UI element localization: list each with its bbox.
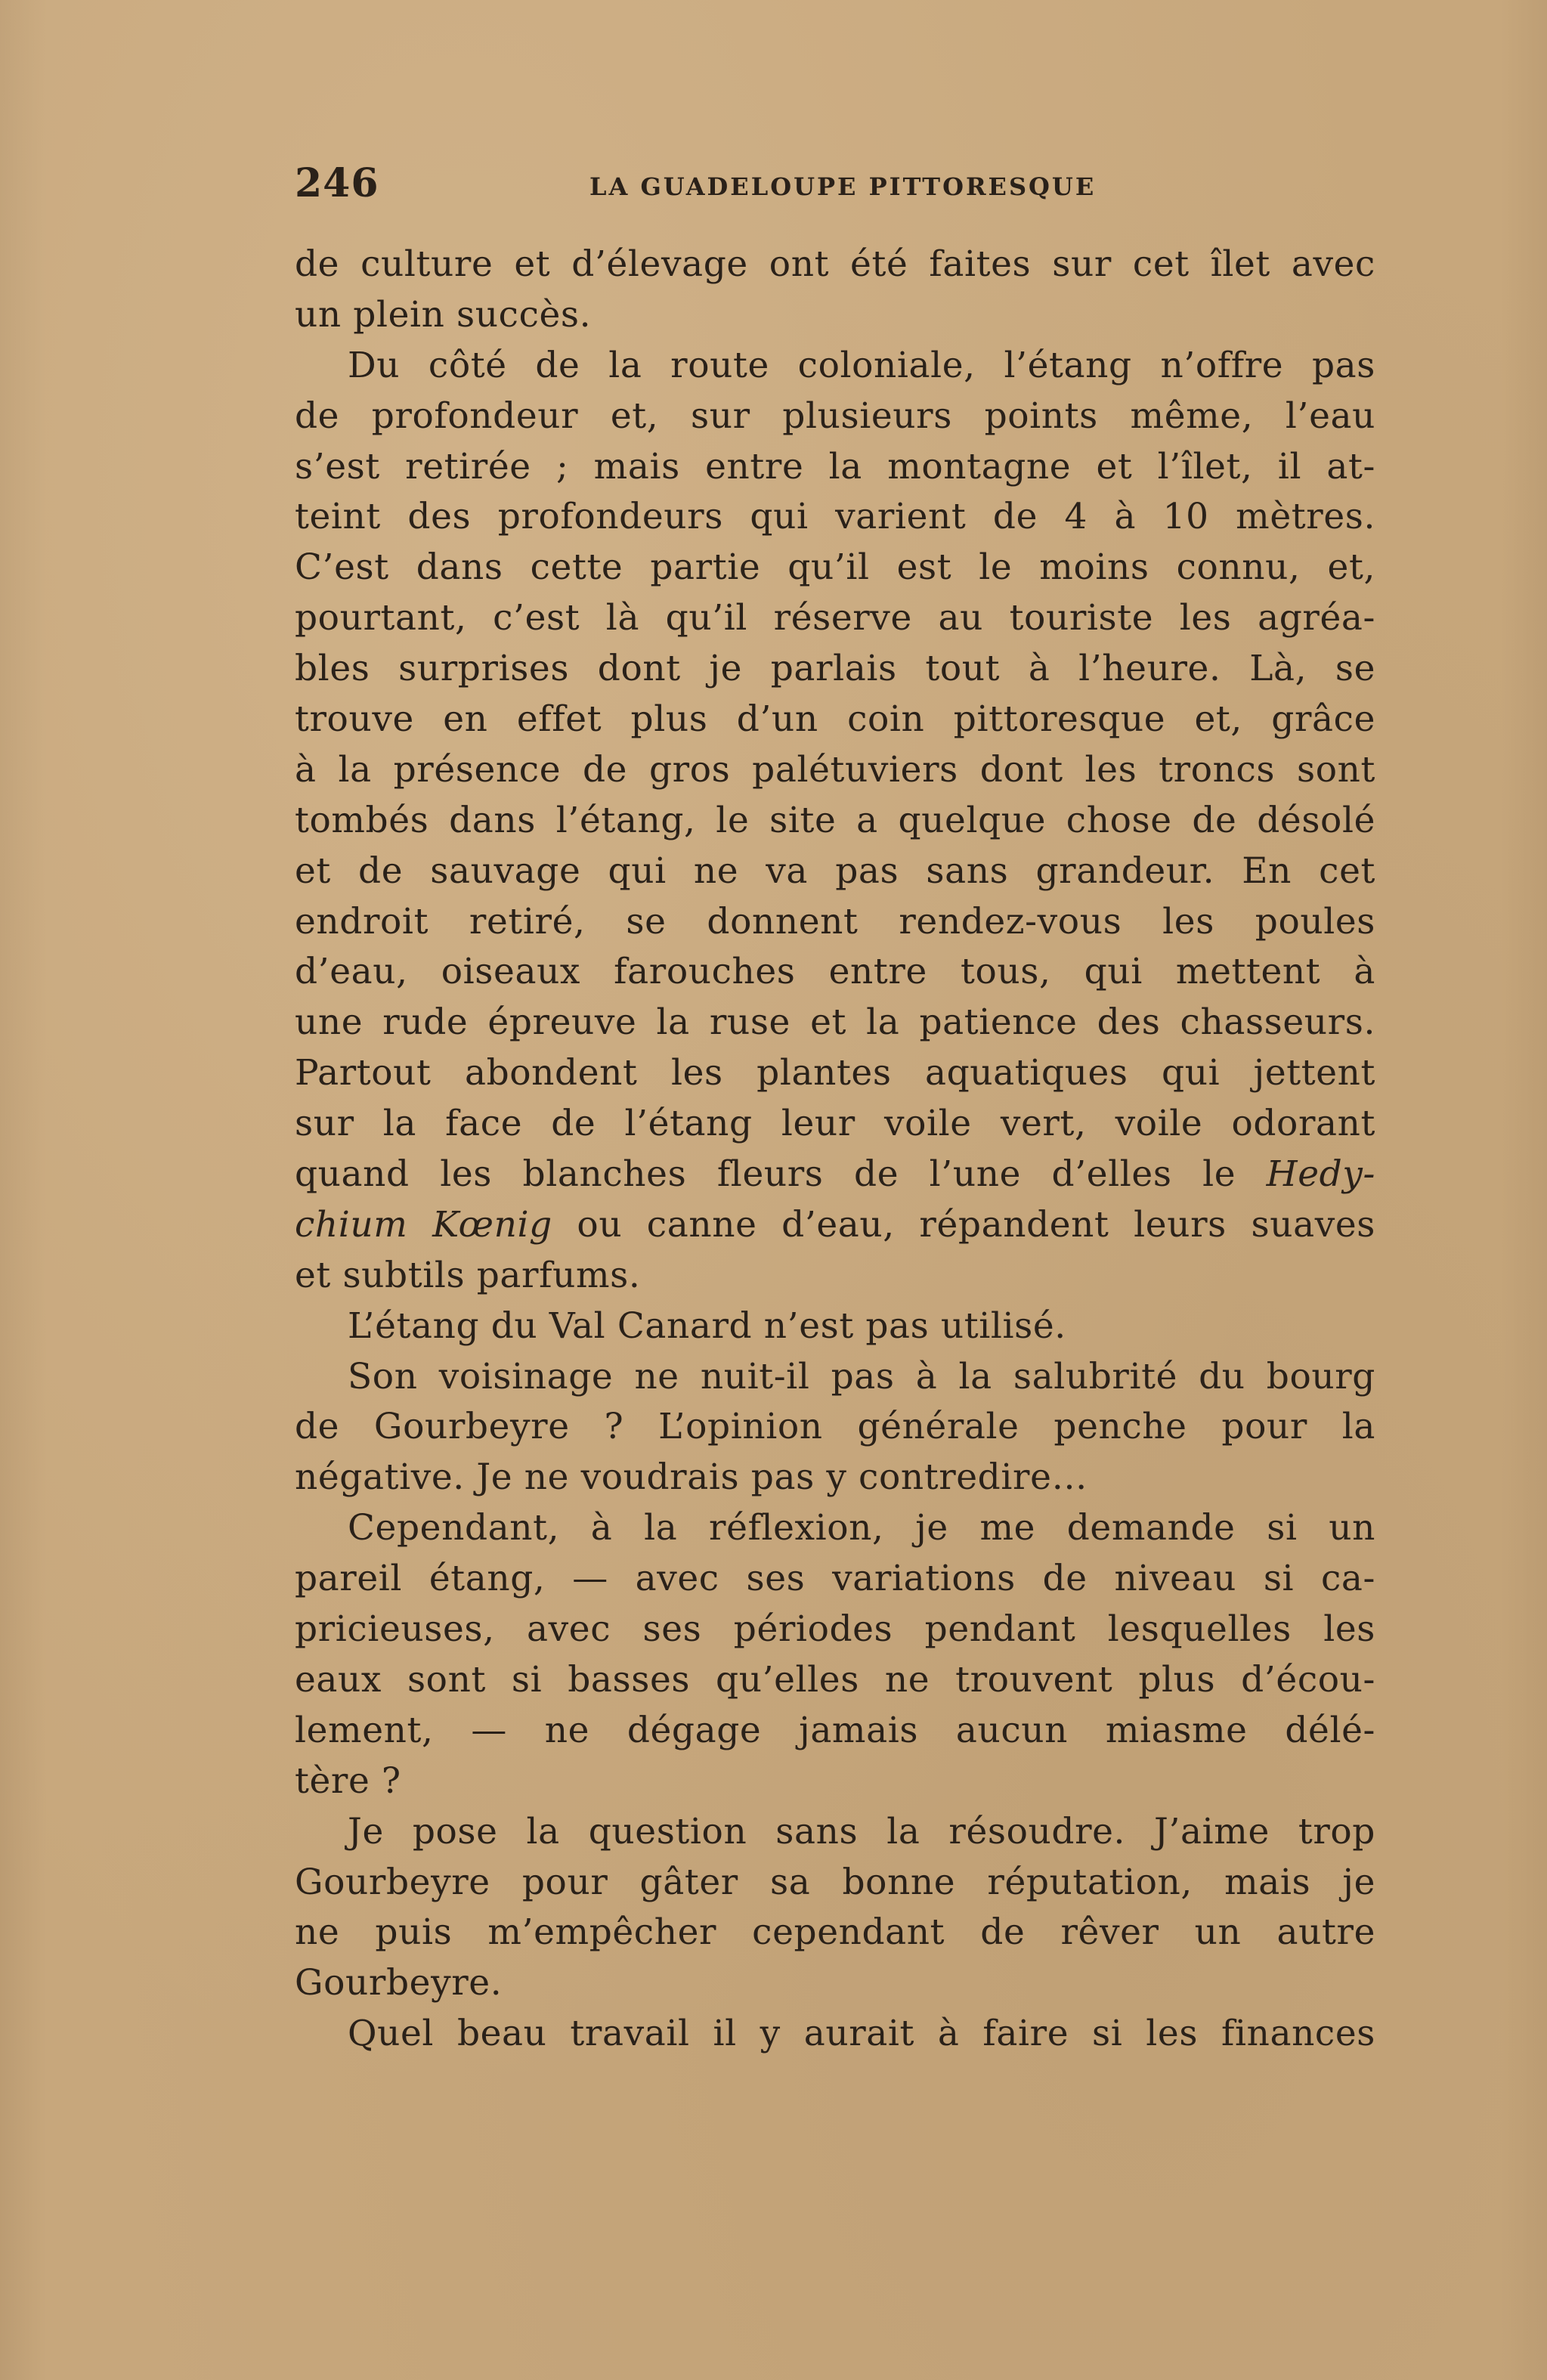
text-line: Du côté de la route coloniale, l’étang n’offre pas bbox=[348, 344, 1375, 386]
italic-term: chium Kœnig bbox=[295, 1203, 552, 1246]
text-line: teint des profondeurs qui varient de 4 à 10 mètres. bbox=[295, 496, 1375, 538]
running-title: LA GUADELOUPE PITTORESQUE bbox=[589, 172, 1097, 201]
text-line: Partout abondent les plantes aquatiques qui jettent bbox=[295, 1052, 1375, 1094]
text-line: eaux sont si basses qu’elles ne trouvent plus d’écou- bbox=[295, 1658, 1375, 1701]
text-segment: ou canne d’eau, répandent leurs suaves bbox=[577, 1203, 1375, 1246]
text-line: un plein succès. bbox=[295, 293, 592, 336]
text-line: Gourbeyre pour gâter sa bonne réputation, mais je bbox=[295, 1861, 1375, 1903]
page-header bbox=[295, 160, 1375, 213]
text-line: Je pose la question sans la résoudre. J’aime trop bbox=[348, 1810, 1375, 1852]
text-line: endroit retiré, se donnent rendez-vous les poules bbox=[295, 900, 1375, 942]
text-line: Gourbeyre. bbox=[295, 1962, 503, 2004]
text-line: négative. Je ne voudrais pas y contredire… bbox=[295, 1456, 1088, 1499]
text-segment: quand les blanches fleurs de l’une d’elles le bbox=[295, 1153, 1236, 1196]
body-text bbox=[295, 240, 1375, 2060]
text-line bbox=[295, 1150, 1375, 1200]
text-line: lement, — ne dégage jamais aucun miasme délé- bbox=[295, 1709, 1375, 1751]
text-line: tère ? bbox=[295, 1759, 401, 1802]
text-line: s’est retirée ; mais entre la montagne et l’îlet, il at- bbox=[295, 445, 1375, 487]
text-line: Quel beau travail il y aurait à faire si les finances bbox=[348, 2013, 1375, 2055]
text-line: à la présence de gros palétuviers dont les troncs sont bbox=[295, 748, 1375, 791]
text-line: de culture et d’élevage ont été faites sur cet îlet avec bbox=[295, 243, 1375, 285]
text-line: de profondeur et, sur plusieurs points même, l’eau bbox=[295, 395, 1375, 437]
text-line: L’étang du Val Canard n’est pas utilisé. bbox=[348, 1305, 1066, 1347]
text-line: trouve en effet plus d’un coin pittoresque et, grâce bbox=[295, 698, 1375, 741]
text-line: Son voisinage ne nuit-il pas à la salubrité du bourg bbox=[348, 1355, 1375, 1397]
page-number: 246 bbox=[295, 160, 379, 206]
italic-term: Hedy- bbox=[1266, 1153, 1375, 1196]
text-line: Cependant, à la réflexion, je me demande si un bbox=[348, 1507, 1375, 1549]
text-line: pareil étang, — avec ses variations de niveau si ca- bbox=[295, 1558, 1375, 1600]
text-line: de Gourbeyre ? L’opinion générale penche pour la bbox=[295, 1406, 1375, 1448]
text-line: ne puis m’empêcher cependant de rêver un autre bbox=[295, 1911, 1375, 1954]
text-line: sur la face de l’étang leur voile vert, voile odorant bbox=[295, 1103, 1375, 1145]
text-line: bles surprises dont je parlais tout à l’heure. Là, se bbox=[295, 648, 1375, 690]
text-line: pricieuses, avec ses périodes pendant lesquelles les bbox=[295, 1608, 1375, 1651]
text-line: pourtant, c’est là qu’il réserve au touriste les agréa- bbox=[295, 597, 1375, 639]
text-line: C’est dans cette partie qu’il est le moins connu, et, bbox=[295, 546, 1375, 589]
text-line: et subtils parfums. bbox=[295, 1254, 641, 1296]
text-line: tombés dans l’étang, le site a quelque chose de désolé bbox=[295, 799, 1375, 841]
text-line: une rude épreuve la ruse et la patience des chasseurs. bbox=[295, 1001, 1375, 1044]
text-line bbox=[295, 1200, 1375, 1251]
text-line: d’eau, oiseaux farouches entre tous, qui mettent à bbox=[295, 951, 1375, 993]
text-line: et de sauvage qui ne va pas sans grandeur. En cet bbox=[295, 850, 1375, 892]
